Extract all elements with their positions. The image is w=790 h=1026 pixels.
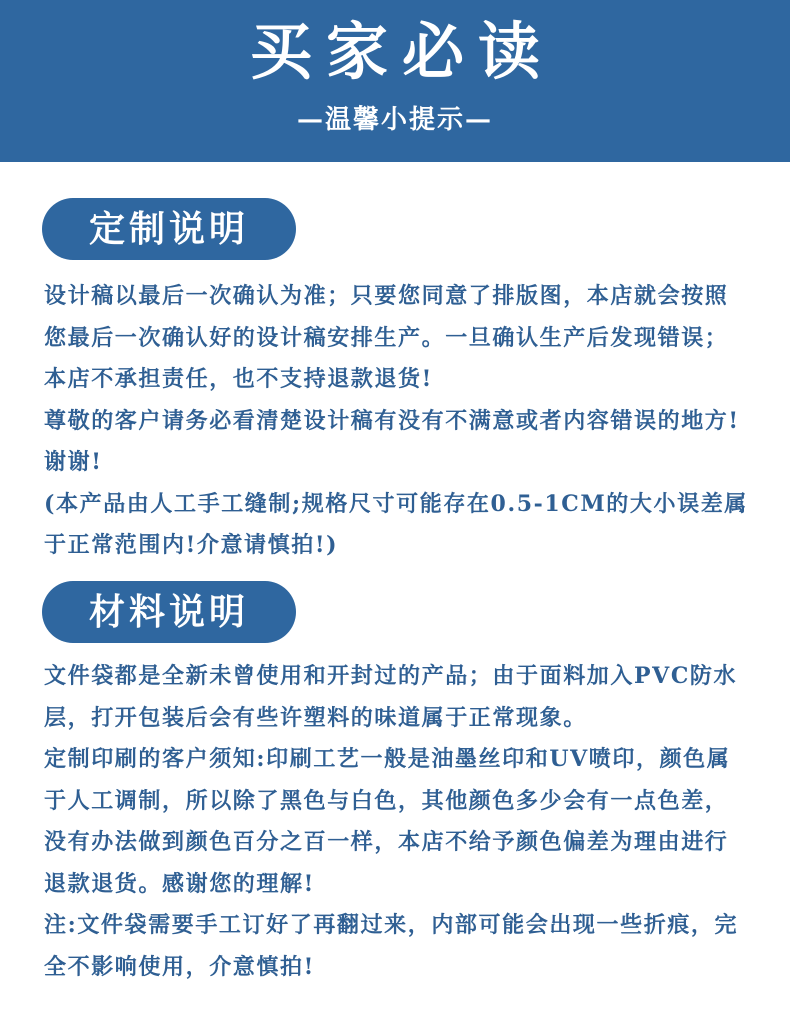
paragraph: (本产品由人工手工缝制;规格尺寸可能存在0.5-1CM的大小误差属于正常范围内!介意请慎拍!) [44, 490, 748, 558]
section-title-customization: 定制说明 [42, 198, 296, 260]
paragraph: 注:文件袋需要手工订好了再翻过来，内部可能会出现一些折痕，完全不影响使用，介意慎拍! [44, 912, 739, 980]
page-subtitle: —温馨小提示— [296, 105, 493, 135]
section-body-customization [44, 276, 750, 567]
page-title: 买家必读 [249, 15, 554, 88]
section-body-materials [44, 656, 750, 988]
paragraph: 文件袋都是全新未曾使用和开封过的产品；由于面料加入PVC防水层，打开包装后会有些许塑料的味道属于正常现象。 [44, 663, 738, 731]
header-banner [0, 0, 790, 162]
section-title-materials: 材料说明 [42, 581, 296, 643]
paragraph: 定制印刷的客户须知:印刷工艺一般是油墨丝印和UV喷印，颜色属于人工调制，所以除了黑色与白色，其他颜色多少会有一点色差，没有办法做到颜色百分之百一样，本店不给予颜色偏差为理由进行退款退货。感谢您的理解! [44, 746, 731, 897]
paragraph: 尊敬的客户请务必看清楚设计稿有没有不满意或者内容错误的地方!谢谢! [44, 407, 740, 475]
paragraph: 设计稿以最后一次确认为准；只要您同意了排版图，本店就会按照您最后一次确认好的设计稿安排生产。一旦确认生产后发现错误；本店不承担责任，也不支持退款退货! [44, 283, 729, 392]
